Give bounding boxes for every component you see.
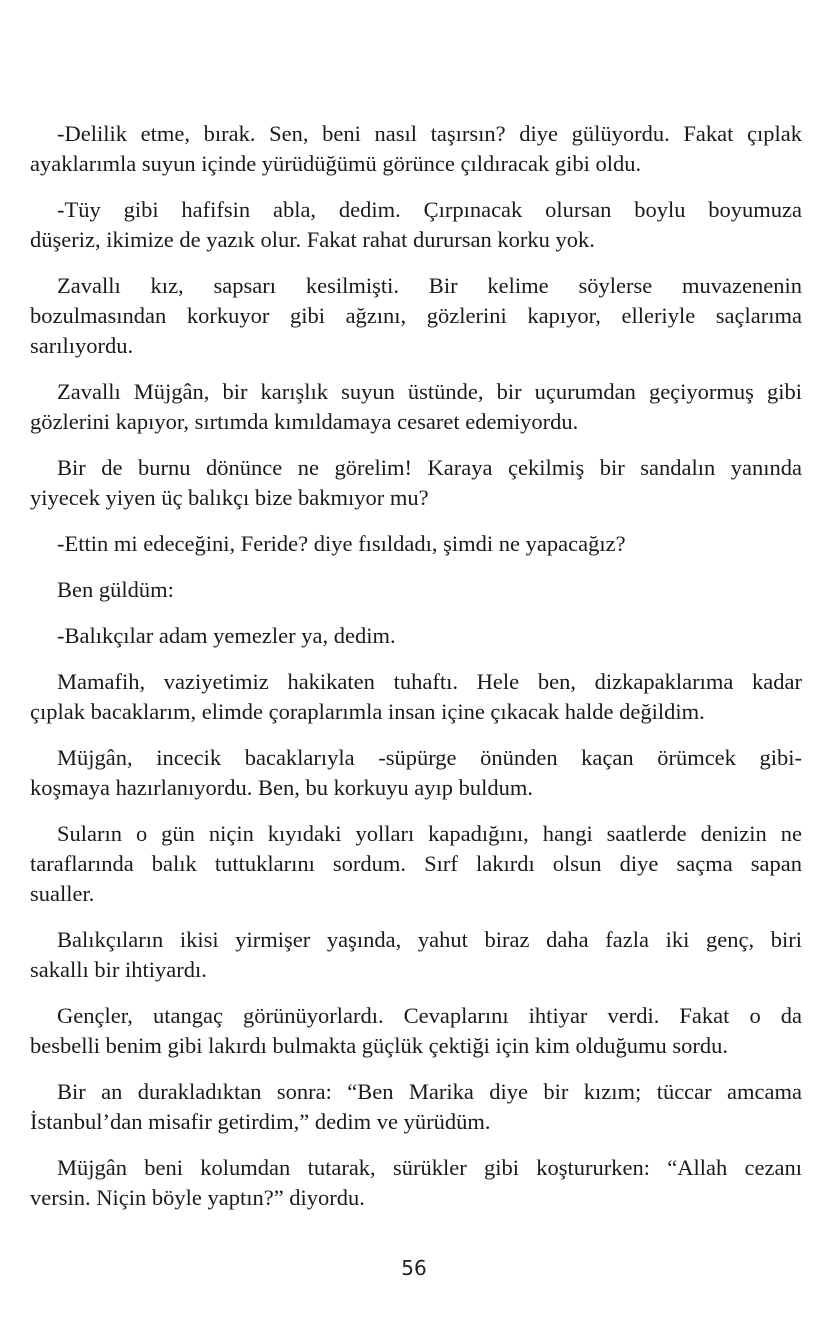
text-line: ayaklarımla suyun içinde yürüdüğümü görünce çıldıracak gibi oldu. [30,151,642,176]
text-line: Bir an durakladıktan sonra: “Ben Marika diye bir kızım; tüccar amcama [57,1079,802,1104]
text-line: versin. Niçin böyle yaptın?” diyordu. [30,1185,365,1210]
paragraph [30,667,802,727]
text-line: sakallı bir ihtiyardı. [30,957,207,982]
text-line: Zavallı Müjgân, bir karışlık suyun üstünde, bir uçurumdan geçiyormuş gibi [57,379,802,404]
text-line: Gençler, utangaç görünüyorlardı. Cevaplarını ihtiyar verdi. Fakat o da [57,1003,802,1028]
text-line: gözlerini kapıyor, sırtımda kımıldamaya cesaret edemiyordu. [30,409,579,434]
page-body [30,119,802,1229]
text-line: Müjgân beni kolumdan tutarak, sürükler gibi koştururken: “Allah cezanı [57,1155,802,1180]
text-line: taraflarında balık tuttuklarını sordum. Sırf lakırdı olsun diye saçma sapan [30,851,802,876]
paragraph [30,119,802,179]
paragraph [30,743,802,803]
paragraph [30,575,802,605]
paragraph [30,925,802,985]
text-line: Ben güldüm: [57,577,174,602]
text-line: Müjgân, incecik bacaklarıyla -süpürge önünden kaçan örümcek gibi- [57,745,802,770]
text-line: bozulmasından korkuyor gibi ağzını, gözlerini kapıyor, elleriyle saçlarıma [30,303,802,328]
paragraph [30,195,802,255]
paragraph [30,819,802,909]
text-line: Balıkçıların ikisi yirmişer yaşında, yahut biraz daha fazla iki genç, biri [57,927,802,952]
text-line: yiyecek yiyen üç balıkçı bize bakmıyor mu? [30,485,429,510]
text-line: sarılıyordu. [30,333,134,358]
text-line: besbelli benim gibi lakırdı bulmakta güçlük çektiği için kim olduğumu sordu. [30,1033,729,1058]
text-line: Mamafih, vaziyetimiz hakikaten tuhaftı. Hele ben, dizkapaklarıma kadar [57,669,802,694]
text-line: çıplak bacaklarım, elimde çoraplarımla insan içine çıkacak halde değildim. [30,699,705,724]
paragraph [30,453,802,513]
page-number: 56 [401,1256,427,1280]
text-line: düşeriz, ikimize de yazık olur. Fakat rahat durursan korku yok. [30,227,595,252]
paragraph [30,377,802,437]
text-line: -Tüy gibi hafifsin abla, dedim. Çırpınacak olursan boylu boyumuza [57,197,802,222]
paragraph [30,529,802,559]
text-line: -Ettin mi edeceğini, Feride? diye fısıldadı, şimdi ne yapacağız? [57,531,626,556]
text-line: İstanbul’dan misafir getirdim,” dedim ve yürüdüm. [30,1109,491,1134]
text-line: -Balıkçılar adam yemezler ya, dedim. [57,623,396,648]
text-line: Zavallı kız, sapsarı kesilmişti. Bir kelime söylerse muvazenenin [57,273,802,298]
paragraph [30,621,802,651]
text-line: sualler. [30,881,95,906]
text-line: Suların o gün niçin kıyıdaki yolları kapadığını, hangi saatlerde denizin ne [57,821,802,846]
paragraph [30,271,802,361]
text-line: Bir de burnu dönünce ne görelim! Karaya çekilmiş bir sandalın yanında [57,455,802,480]
paragraph [30,1077,802,1137]
text-line: -Delilik etme, bırak. Sen, beni nasıl taşırsın? diye gülüyordu. Fakat çıplak [57,121,802,146]
paragraph [30,1153,802,1213]
text-line: koşmaya hazırlanıyordu. Ben, bu korkuyu ayıp buldum. [30,775,534,800]
paragraph [30,1001,802,1061]
